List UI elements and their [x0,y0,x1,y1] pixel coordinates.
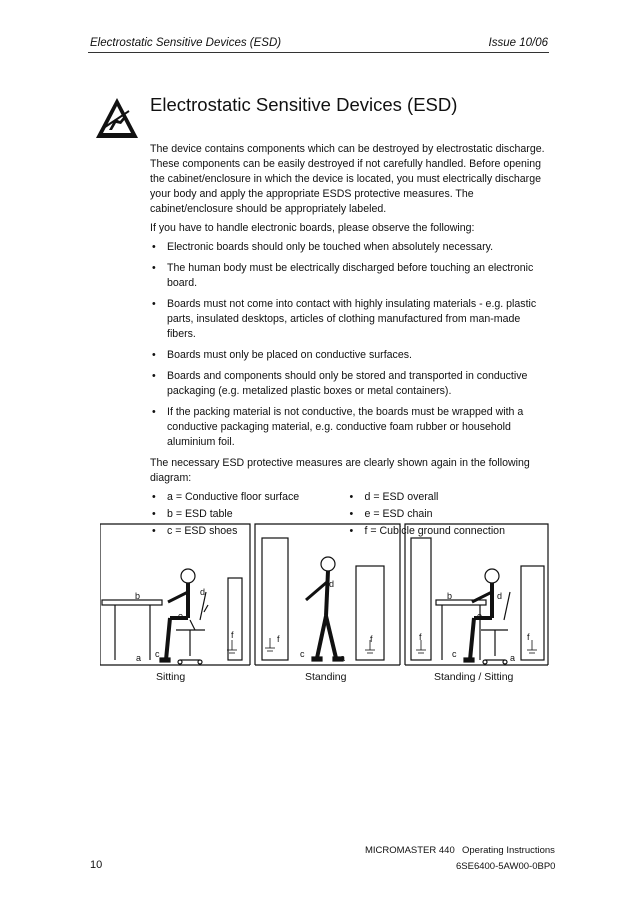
label-e: e [477,611,483,621]
label-f: f [231,630,234,640]
running-header [90,37,548,49]
label-b: b [447,591,453,601]
footer-order-number: 6SE6400-5AW00-0BP0 [456,861,556,872]
page-number: 10 [90,859,103,871]
label-b: b [135,591,141,601]
lead-paragraph: If you have to handle electronic boards, please observe the following: [150,222,475,234]
page-title: Electrostatic Sensitive Devices (ESD) [150,94,458,115]
body-text [150,142,545,541]
header-rule [88,52,549,53]
list-item: • Boards must only be placed on conductive surfaces. [150,348,545,363]
intro-paragraph: The device contains components which can be destroyed by electrostatic discharge. These components can be easily destroyed if not carefully handled. Before opening the cabinet/enclosure in which the device is located, you must electrically discharge your body and apply the appropriate ESDS protective measures. The cabinet/enclosure should be appropriately labeled. [150,143,545,215]
panel-standing-sitting [405,524,548,665]
header-issue: Issue 10/06 [488,37,548,49]
list-item: • The human body must be electrically discharged before touching an electronic board. [150,261,545,291]
legend-item: • d = ESD overall [348,490,546,505]
label-e: e [178,611,184,621]
label-c: c [300,649,305,659]
footer-product: MICROMASTER 440 [365,845,455,856]
label-d: d [497,591,503,601]
esd-warning-icon [95,97,139,139]
caption-standing-sitting: Standing / Sitting [434,671,514,683]
legend-item: • b = ESD table [150,507,348,522]
label-a: a [510,653,516,663]
label-f: f [277,634,280,644]
legend-item: • e = ESD chain [348,507,546,522]
label-a: a [136,653,142,663]
panel-sitting [100,524,250,665]
label-f: f [527,632,530,642]
caption-standing: Standing [305,671,347,683]
caption-sitting: Sitting [156,671,186,683]
esd-measures-diagram [100,520,550,668]
footer-doc-type: Operating Instructions [462,845,555,856]
label-d: d [329,579,335,589]
label-d: d [200,587,206,597]
header-title: Electrostatic Sensitive Devices (ESD) [90,37,282,49]
label-f: f [370,634,373,644]
legend-item: • f = Cubicle ground connection [348,524,546,539]
legend-item: • a = Conductive floor surface [150,490,348,505]
measures-paragraph: The necessary ESD protective measures are clearly shown again in the following diagram: [150,457,530,484]
label-f: f [419,632,422,642]
list-item: • Boards and components should only be stored and transported in conductive packaging (e.g. metalized plastic boxes or metal containers). [150,369,545,399]
label-c: c [452,649,457,659]
list-item: • Electronic boards should only be touched when absolutely necessary. [150,240,545,255]
legend-item: • c = ESD shoes [150,524,348,539]
label-a: a [340,653,346,663]
handling-bullet-list [150,240,545,450]
list-item: • If the packing material is not conductive, the boards must be wrapped with a conductive packaging material, e.g. conductive foam rubber or household aluminium foil. [150,405,545,450]
label-c: c [155,649,160,659]
list-item: • Boards must not come into contact with highly insulating materials - e.g. plastic parts, insulated desktops, articles of clothing manufactured from man-made fibers. [150,297,545,342]
